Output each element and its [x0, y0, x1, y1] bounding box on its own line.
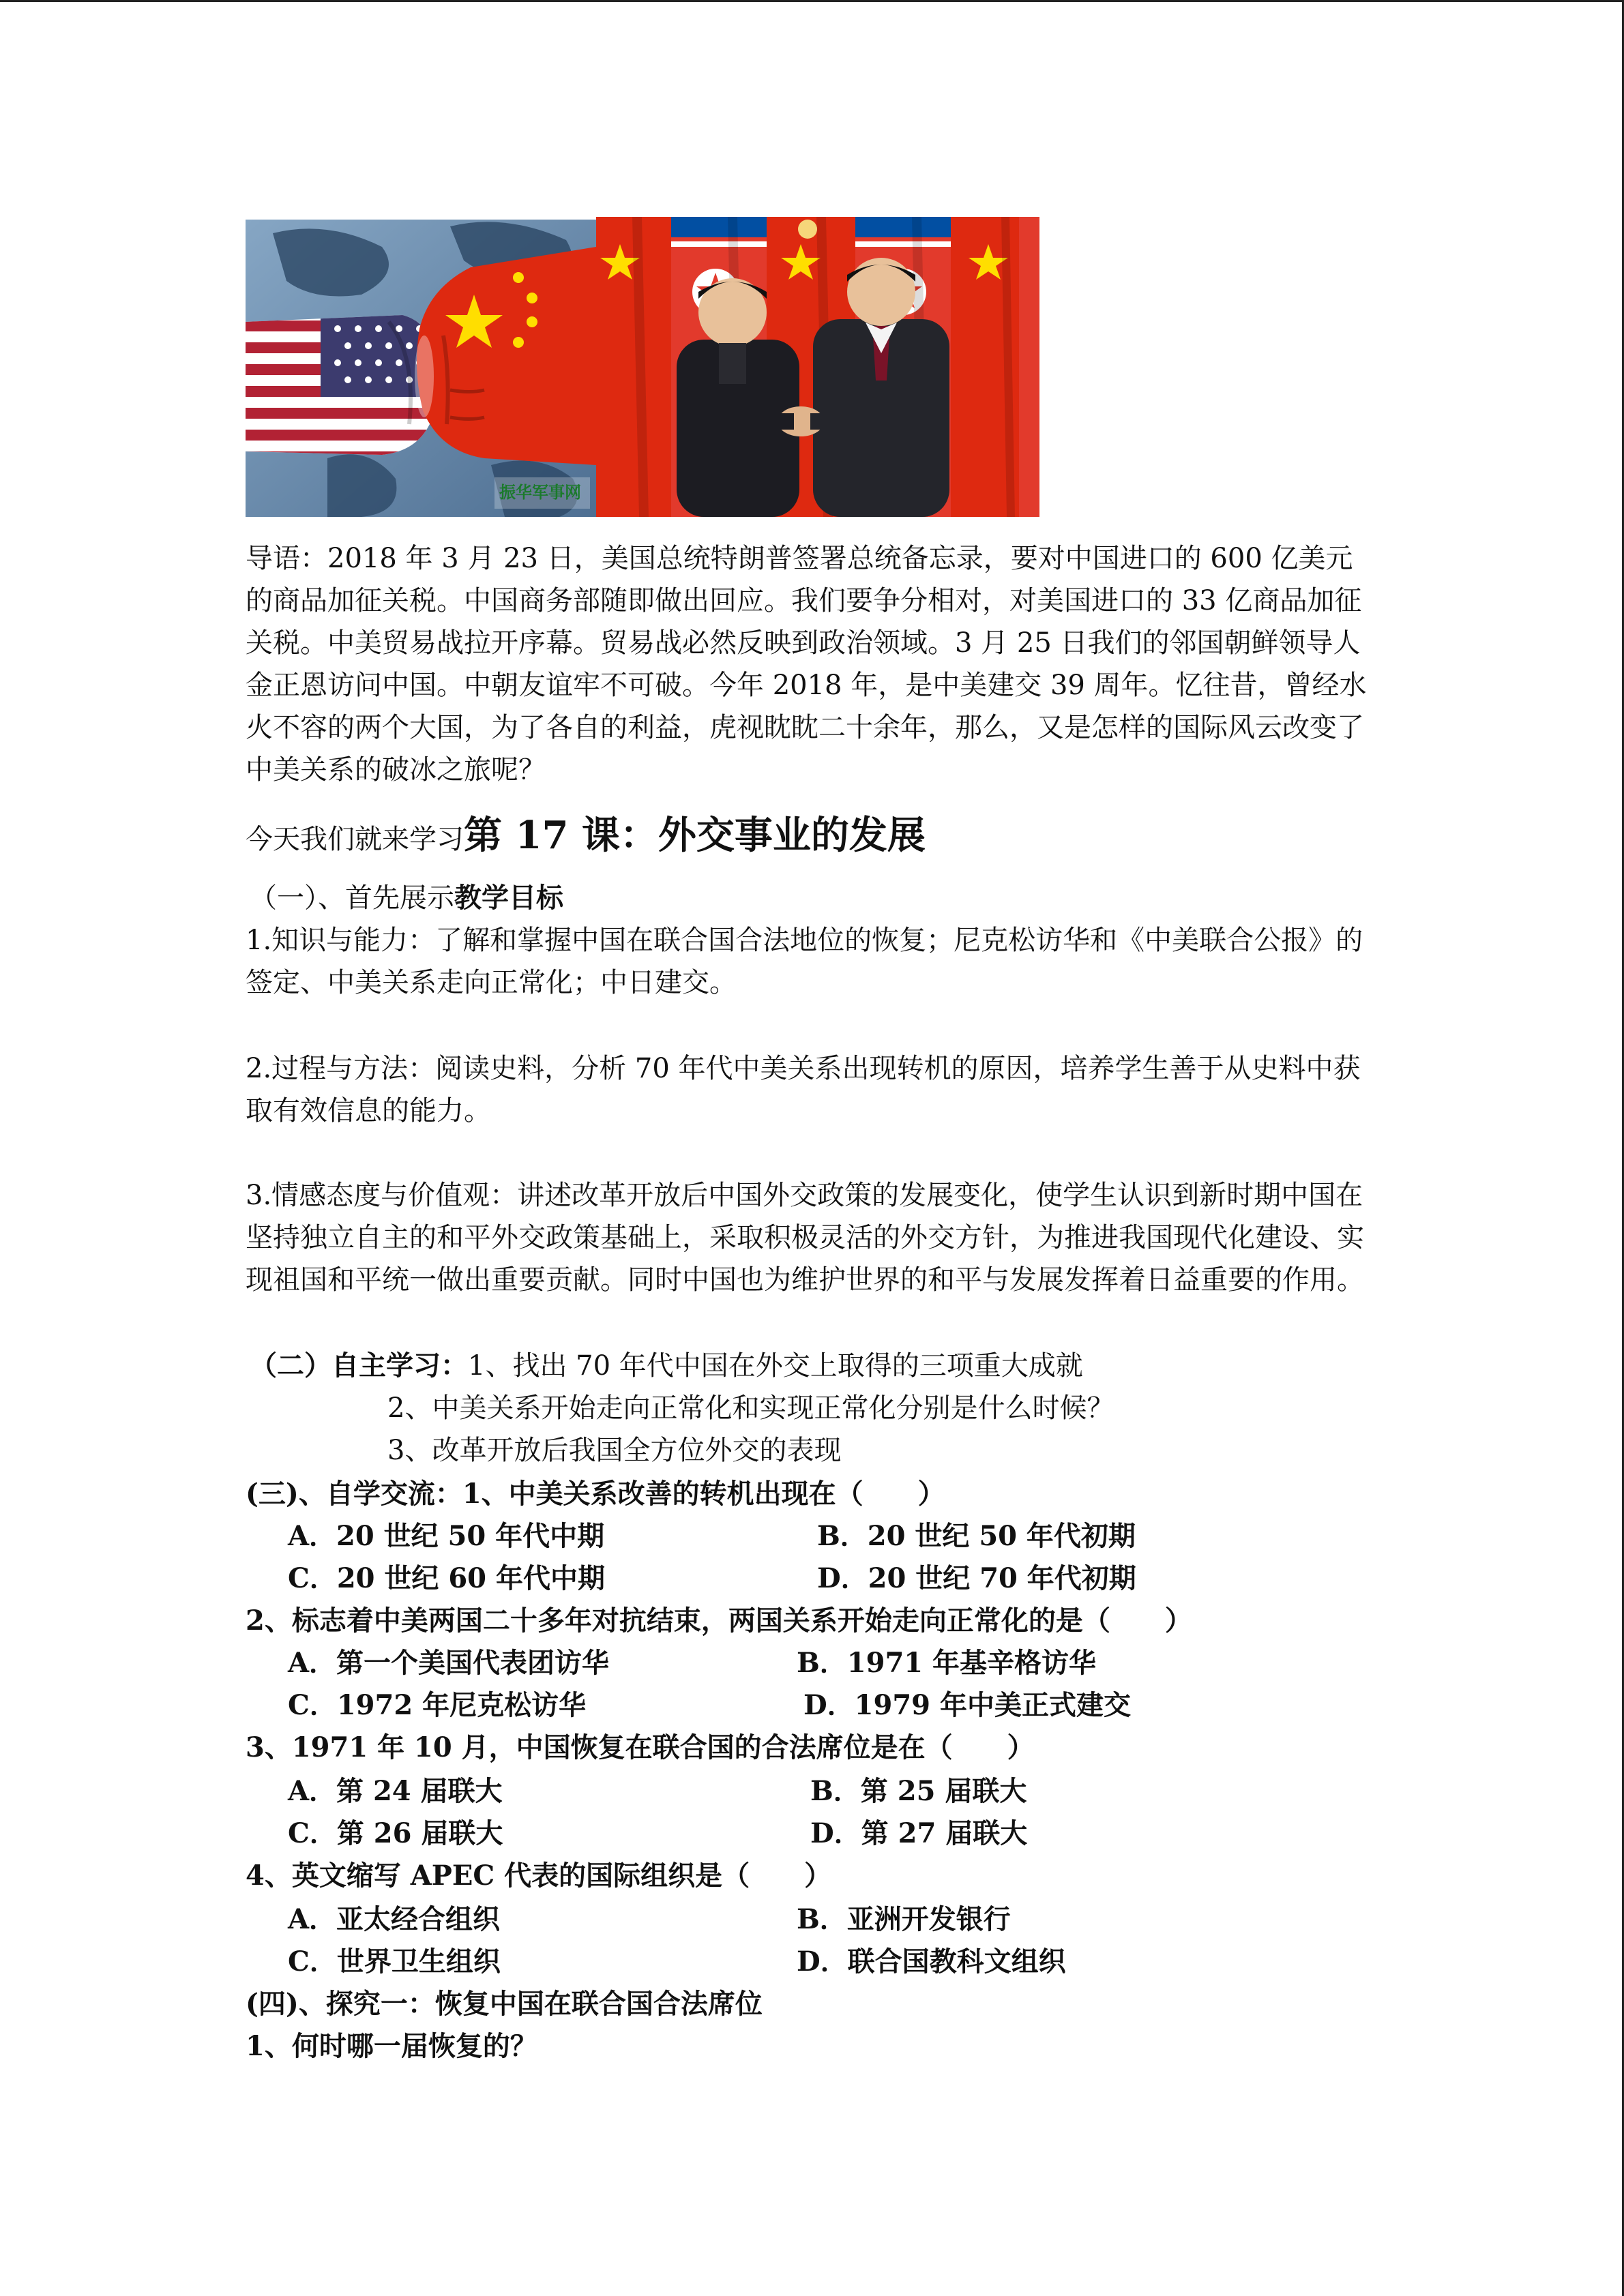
- explore-heading: (四)、探究一：恢复中国在联合国合法席位: [246, 1988, 763, 2020]
- q2-option-a: A．第一个美国代表团访华: [288, 1647, 610, 1679]
- goals-heading-prefix: （一）、首先展示: [250, 882, 454, 914]
- q4-option-d: D．联合国教科文组织: [797, 1945, 1066, 1978]
- q3-option-b: B．第 25 届联大: [810, 1775, 1027, 1807]
- goal-process: 2.过程与方法：阅读史料，分析 70 年代中美关系出现转机的原因，培养学生善于从史料中获取有效信息的能力。: [246, 1053, 1361, 1127]
- trade-war-illustration: [246, 220, 596, 517]
- self-study-q2: 2、中美关系开始走向正常化和实现正常化分别是什么时候？: [387, 1392, 1114, 1424]
- exchange-q2: 2、标志着中美两国二十多年对抗结束，两国关系开始走向正常化的是（ ）: [246, 1605, 1192, 1637]
- self-study-heading-bold: （二）自主学习：: [250, 1350, 468, 1382]
- exchange-q3: 3、1971 年 10 月，中国恢复在联合国的合法席位是在（ ）: [246, 1731, 1035, 1763]
- trade-war-image: [246, 220, 596, 517]
- q3-option-c: C．第 26 届联大: [288, 1817, 503, 1849]
- handshake-image: [596, 217, 1039, 517]
- lesson-title: 第 17 课：外交事业的发展: [464, 813, 926, 858]
- self-study-q3: 3、改革开放后我国全方位外交的表现: [387, 1435, 842, 1466]
- q1-option-c: C．20 世纪 60 年代中期: [288, 1562, 605, 1594]
- lesson-title-line: [246, 811, 926, 863]
- lesson-title-prefix: 今天我们就来学习: [246, 824, 464, 855]
- q3-option-d: D．第 27 届联大: [810, 1817, 1028, 1849]
- q2-option-b: B．1971 年基辛格访华: [797, 1647, 1097, 1679]
- q4-option-c: C．世界卫生组织: [288, 1945, 501, 1978]
- q1-option-a: A．20 世纪 50 年代中期: [288, 1520, 605, 1552]
- goal-knowledge: 1.知识与能力：了解和掌握中国在联合国合法地位的恢复；尼克松访华和《中美联合公报》的签定、中美关系走向正常化；中日建交。: [246, 925, 1363, 998]
- explore-q1: 1、何时哪一届恢复的？: [246, 2030, 537, 2062]
- q4-option-b: B．亚洲开发银行: [797, 1903, 1011, 1935]
- intro-paragraph: 导语：2018 年 3 月 23 日，美国总统特朗普签署总统备忘录，要对中国进口的 600 亿美元的商品加征关税。中国商务部随即做出回应。我们要争分相对，对美国进口的 33 亿商品加征关税。中美贸易战拉开序幕。贸易战必然反映到政治领域。3 月 25 日我们的邻国朝鲜领导人金正恩访问中国。中朝友谊牢不可破。今年 2018 年，是中美建交 39 周年。忆往昔，曾经水火不容的两个大国，为了各自的利益，虎视眈眈二十余年，那么，又是怎样的国际风云改变了中美关系的破冰之旅呢？: [246, 543, 1367, 786]
- watermark-text: 振华军事网: [499, 483, 581, 502]
- q2-option-d: D．1979 年中美正式建交: [803, 1689, 1131, 1721]
- q3-option-a: A．第 24 届联大: [288, 1775, 503, 1807]
- handshake-illustration: [596, 217, 1039, 517]
- exchange-q4: 4、英文缩写 APEC 代表的国际组织是（ ）: [246, 1860, 832, 1892]
- q4-option-a: A．亚太经合组织: [288, 1903, 501, 1935]
- exchange-q1: (三)、自学交流：1、中美关系改善的转机出现在（ ）: [246, 1478, 945, 1510]
- q2-option-c: C．1972 年尼克松访华: [288, 1689, 587, 1721]
- q1-option-b: B．20 世纪 50 年代初期: [817, 1520, 1136, 1552]
- self-study-q1: 1、找出 70 年代中国在外交上取得的三项重大成就: [468, 1350, 1083, 1382]
- page-top-border: [0, 0, 1624, 2]
- self-study-heading: [250, 1345, 1083, 1387]
- goals-heading: [250, 877, 563, 919]
- q1-option-d: D．20 世纪 70 年代初期: [817, 1562, 1136, 1594]
- goals-heading-bold: 教学目标: [454, 882, 563, 914]
- goal-emotion: 3.情感态度与价值观：讲述改革开放后中国外交政策的发展变化，使学生认识到新时期中国在坚持独立自主的和平外交政策基础上，采取积极灵活的外交方针，为推进我国现代化建设、实现祖国和平统一做出重要贡献。同时中国也为维护世界的和平与发展发挥着日益重要的作用。: [246, 1180, 1364, 1296]
